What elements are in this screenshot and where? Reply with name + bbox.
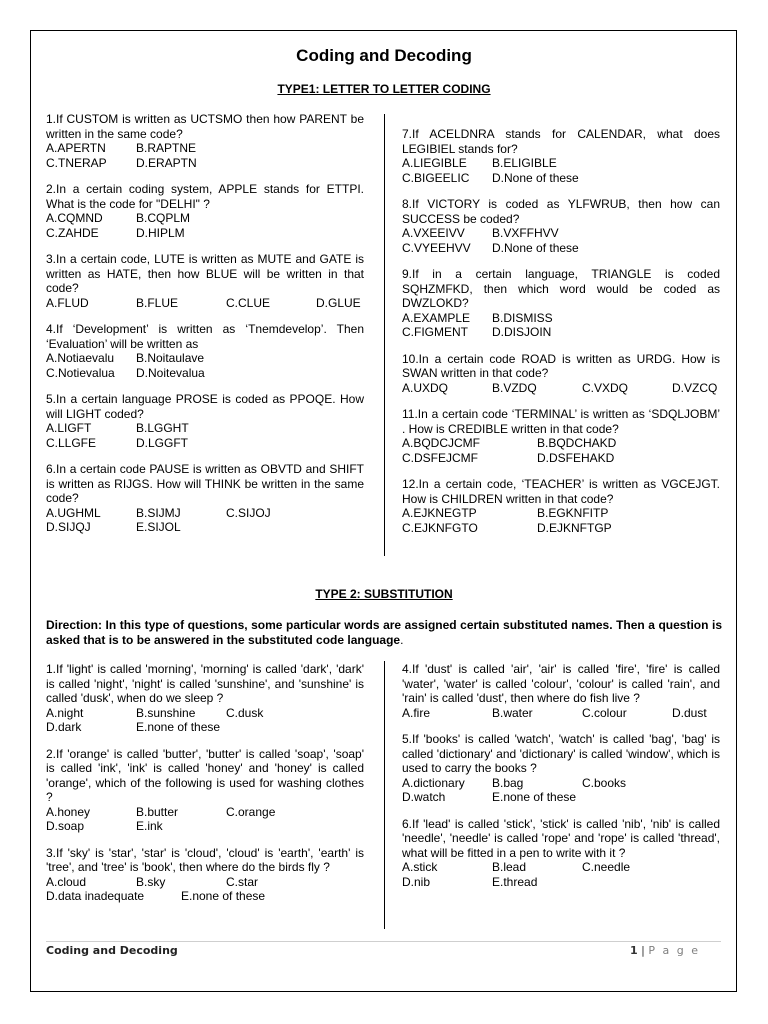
- type1-heading: TYPE1: LETTER TO LETTER CODING: [277, 82, 491, 96]
- options-row: [402, 521, 720, 536]
- type2-left-column: [46, 662, 364, 916]
- question-block: [46, 112, 364, 170]
- question-text: 3.If 'sky' is 'star', 'star' is 'cloud', 'cloud' is 'earth', 'earth' is 'tree', and 'tree' is 'book', then where do the birds fly ?: [46, 845, 364, 874]
- option: C.colour: [582, 705, 627, 720]
- option: A.LIGFT: [46, 421, 92, 435]
- page-separator: |: [637, 944, 649, 957]
- options-row: [402, 436, 720, 451]
- options-row: [46, 211, 364, 226]
- footer-rule: [46, 941, 721, 942]
- option: C.star: [226, 874, 259, 889]
- option: B.lead: [492, 860, 527, 874]
- page-word: P a g e: [648, 944, 700, 957]
- question-text: 3.In a certain code, LUTE is written as MUTE and GATE is written as HATE, then how BLUE will be written in that code?: [46, 252, 364, 295]
- option: C.DSFEJCMF: [402, 450, 478, 465]
- option: C.books: [582, 775, 627, 790]
- option: D.DSFEHAKD: [537, 450, 615, 465]
- question-block: [402, 352, 720, 396]
- options-row: [402, 706, 720, 721]
- options-row: [46, 296, 364, 311]
- option: D.LGGFT: [136, 435, 189, 450]
- option: B.VXFFHVV: [492, 226, 559, 240]
- options-row: [46, 226, 364, 241]
- question-block: [46, 462, 364, 535]
- column-divider: [384, 114, 385, 556]
- option: D.SIJQJ: [46, 520, 91, 534]
- option: C.SIJOJ: [226, 505, 271, 520]
- option: E.none of these: [181, 889, 266, 903]
- options-row: [46, 805, 364, 820]
- options-row: [46, 875, 364, 890]
- question-text: 5.If 'books' is called 'watch', 'watch' is called 'bag', 'bag' is called 'dictionary' and 'dictionary' is called 'window', which is used to carry the books ?: [402, 732, 720, 775]
- options-row: [46, 819, 364, 834]
- column-divider: [384, 661, 385, 929]
- option: A.EXAMPLE: [402, 310, 471, 325]
- options-row: [46, 421, 364, 436]
- option: D.DISJOIN: [492, 325, 552, 339]
- option: A.stick: [402, 860, 438, 874]
- option: B.EGKNFITP: [537, 506, 609, 520]
- options-row: [402, 790, 720, 805]
- options-row: [402, 311, 720, 326]
- option: D.ERAPTN: [136, 155, 197, 170]
- document-title: Coding and Decoding: [296, 46, 472, 65]
- option: D.HIPLM: [136, 225, 185, 240]
- question-text: 8.If VICTORY is coded as YLFWRUB, then how can SUCCESS be coded?: [402, 197, 720, 226]
- question-block: [46, 322, 364, 380]
- option: A.APERTN: [46, 141, 106, 155]
- question-text: 7.If ACELDNRA stands for CALENDAR, what does LEGIBIEL stands for?: [402, 127, 720, 156]
- question-block: [46, 846, 364, 904]
- question-text: 12.In a certain code, ‘TEACHER’ is written as VGCEJGT. How is CHILDREN written in that code?: [402, 477, 720, 506]
- option: E.none of these: [492, 790, 577, 804]
- options-row: [402, 241, 720, 256]
- type2-right-column: [402, 662, 720, 901]
- direction-paragraph: [46, 618, 722, 648]
- options-row: [46, 506, 364, 521]
- question-block: [402, 732, 720, 805]
- type1-left-column: [46, 112, 364, 547]
- option: A.Notiaevalu: [46, 351, 115, 365]
- option: A.UXDQ: [402, 380, 449, 395]
- question-text: 6.In a certain code PAUSE is written as OBVTD and SHIFT is written as RIJGS. How will THINK be written in the same code?: [46, 462, 364, 505]
- question-block: [402, 662, 720, 720]
- question-block: [46, 747, 364, 834]
- option: B.BQDCHAKD: [537, 436, 617, 450]
- options-row: [402, 381, 720, 396]
- option: A.UGHML: [46, 505, 101, 520]
- option: C.orange: [226, 804, 276, 819]
- option: C.VYEEHVV: [402, 240, 471, 255]
- option: B.butter: [136, 804, 179, 819]
- options-row: [402, 860, 720, 875]
- option: B.sunshine: [136, 705, 196, 720]
- option: C.FIGMENT: [402, 325, 468, 339]
- type1-right-column: [402, 127, 720, 547]
- options-row: [402, 506, 720, 521]
- option: B.LGGHT: [136, 421, 189, 435]
- option: D.data inadequate: [46, 889, 145, 903]
- option: D.GLUE: [316, 295, 361, 310]
- question-text: 4.If ‘Development’ is written as ‘Tnemdevelop’. Then ‘Evaluation’ will be written as: [46, 322, 364, 351]
- option: D.dark: [46, 720, 82, 734]
- option: D.nib: [402, 874, 431, 889]
- question-block: [402, 407, 720, 465]
- option: C.VXDQ: [582, 380, 629, 395]
- option: A.EJKNEGTP: [402, 506, 477, 520]
- option: B.bag: [492, 775, 524, 790]
- option: C.dusk: [226, 705, 264, 720]
- option: D.None of these: [492, 170, 579, 185]
- footer-title: Coding and Decoding: [46, 944, 178, 957]
- option: C.TNERAP: [46, 155, 107, 170]
- options-row: [46, 720, 364, 735]
- options-row: [46, 141, 364, 156]
- option: D.dust: [672, 705, 707, 720]
- option: D.soap: [46, 819, 85, 833]
- options-row: [46, 436, 364, 451]
- option: C.BIGEELIC: [402, 170, 470, 185]
- option: D.None of these: [492, 240, 579, 255]
- option: B.water: [492, 705, 533, 720]
- question-text: 1.If 'light' is called 'morning', 'morning' is called 'dark', 'dark' is called 'night', 'night' is called 'sunshine', and 'sunshine' is called 'dusk', when do we sleep ?: [46, 662, 364, 705]
- option: B.ELIGIBLE: [492, 156, 557, 170]
- option: C.ZAHDE: [46, 225, 99, 240]
- option: B.DISMISS: [492, 310, 553, 325]
- question-block: [46, 252, 364, 310]
- option: A.FLUD: [46, 295, 89, 310]
- question-text: 5.In a certain language PROSE is coded as PPOQE. How will LIGHT coded?: [46, 392, 364, 421]
- type2-heading: TYPE 2: SUBSTITUTION: [315, 587, 453, 601]
- option: E.none of these: [136, 720, 221, 734]
- footer-page-indicator: [630, 944, 700, 957]
- option: D.watch: [402, 790, 446, 804]
- option: B.Noitaulave: [136, 351, 205, 365]
- options-row: [46, 520, 364, 535]
- options-row: [402, 776, 720, 791]
- option: B.SIJMJ: [136, 505, 181, 520]
- question-text: 11.In a certain code ‘TERMINAL’ is written as ‘SDQLJOBM’ . How is CREDIBLE written in that code?: [402, 407, 720, 436]
- option: B.FLUE: [136, 295, 179, 310]
- question-block: [402, 817, 720, 890]
- question-text: 10.In a certain code ROAD is written as URDG. How is SWAN written in that code?: [402, 351, 720, 380]
- question-text: 2.In a certain coding system, APPLE stands for ETTPI. What is the code for "DELHI" ?: [46, 182, 364, 211]
- option: D.EJKNFTGP: [537, 520, 612, 535]
- option: A.VXEEIVV: [402, 226, 465, 240]
- option: E.ink: [136, 819, 163, 833]
- question-text: 9.If in a certain language, TRIANGLE is coded SQHZMFKD, then which word would be coded as DWZLOKD?: [402, 267, 720, 310]
- option: C.needle: [582, 860, 631, 874]
- option: B.CQPLM: [136, 211, 191, 225]
- option: A.fire: [402, 705, 431, 720]
- question-text: 4.If 'dust' is called 'air', 'air' is called 'fire', 'fire' is called 'water', 'water' is called 'colour', 'colour' is called 'rain', and 'rain' is called 'dust', then where do fish live ?: [402, 662, 720, 705]
- page-number: 1: [630, 944, 638, 957]
- question-block: [402, 267, 720, 340]
- options-row: [46, 351, 364, 366]
- option: C.LLGFE: [46, 435, 97, 450]
- question-text: 2.If 'orange' is called 'butter', 'butter' is called 'soap', 'soap' is called 'ink', 'ink' is called 'honey' and 'honey' is called 'orange', which of the following is used for washing clothes ?: [46, 746, 364, 804]
- option: A.cloud: [46, 874, 87, 889]
- direction-text: Direction: In this type of questions, some particular words are assigned certain substituted names. Then a question is asked that is to be answered in the substituted code language: [46, 618, 722, 647]
- option: B.VZDQ: [492, 380, 537, 395]
- option: B.sky: [136, 874, 166, 889]
- options-row: [402, 325, 720, 340]
- option: B.RAPTNE: [136, 141, 197, 155]
- option: A.honey: [46, 804, 91, 819]
- question-block: [402, 477, 720, 535]
- question-block: [402, 197, 720, 255]
- option: E.thread: [492, 874, 538, 889]
- option: C.EJKNFGTO: [402, 520, 478, 535]
- options-row: [46, 889, 364, 904]
- options-row: [46, 366, 364, 381]
- options-row: [402, 226, 720, 241]
- question-block: [46, 182, 364, 240]
- option: A.night: [46, 705, 84, 720]
- option: A.CQMND: [46, 211, 103, 225]
- question-block: [46, 662, 364, 735]
- question-block: [402, 127, 720, 185]
- option: D.Noitevalua: [136, 365, 205, 380]
- option: C.CLUE: [226, 295, 271, 310]
- option: A.LIEGIBLE: [402, 156, 467, 170]
- question-block: [46, 392, 364, 450]
- options-row: [46, 706, 364, 721]
- options-row: [402, 171, 720, 186]
- options-row: [402, 875, 720, 890]
- option: A.dictionary: [402, 775, 465, 790]
- question-text: 1.If CUSTOM is written as UCTSMO then how PARENT be written in the same code?: [46, 112, 364, 141]
- options-row: [46, 156, 364, 171]
- options-row: [402, 451, 720, 466]
- options-row: [402, 156, 720, 171]
- direction-end: .: [400, 633, 404, 647]
- question-text: 6.If 'lead' is called 'stick', 'stick' is called 'nib', 'nib' is called 'needle', 'needle' is called 'rope' and 'rope' is called 'thread', what will be fitted in a pen to write with it ?: [402, 816, 720, 860]
- option: A.BQDCJCMF: [402, 436, 480, 450]
- option: E.SIJOL: [136, 520, 181, 534]
- option: D.VZCQ: [672, 380, 718, 395]
- option: C.Notievalua: [46, 365, 115, 380]
